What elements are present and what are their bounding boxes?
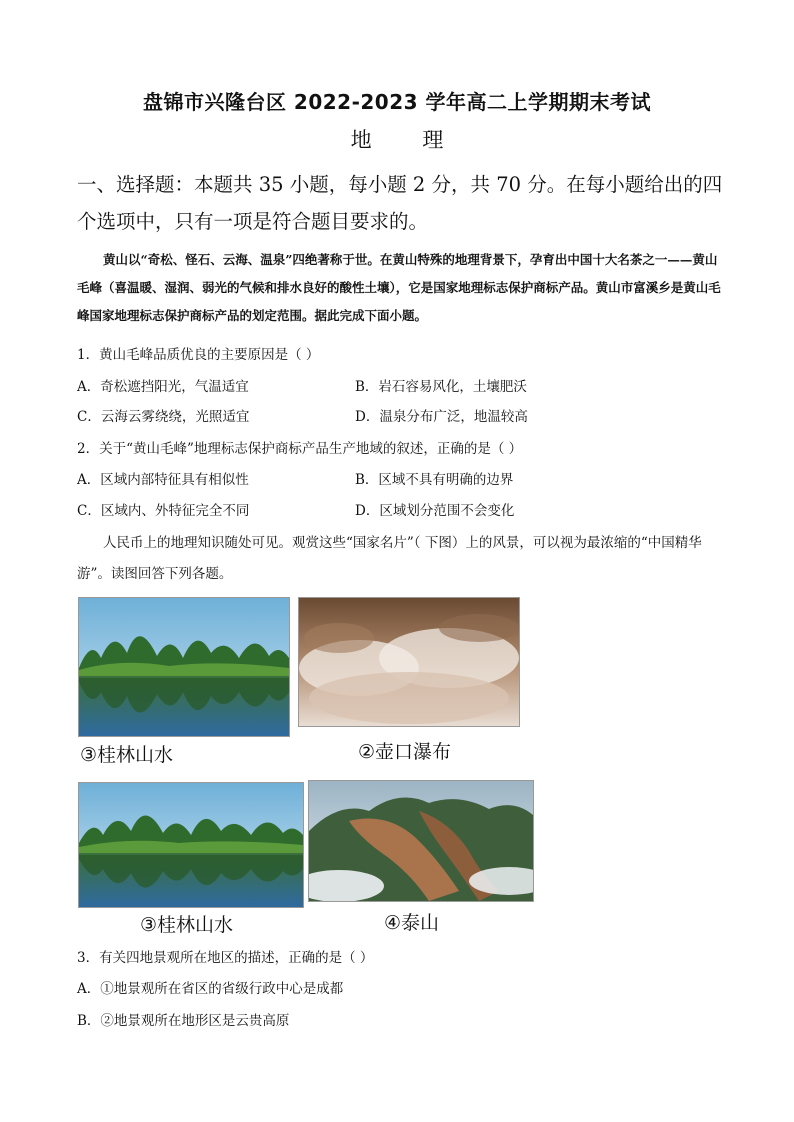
question-2-option-c: C．区域内、外特征完全不同 bbox=[77, 503, 250, 519]
question-3-stem: 3．有关四地景观所在地区的描述，正确的是（ ） bbox=[77, 950, 374, 966]
hukou-waterfall-photo bbox=[298, 597, 520, 727]
question-1-option-d: D．温泉分布广泛，地温较高 bbox=[355, 409, 528, 425]
guilin-landscape-image-2 bbox=[79, 783, 303, 907]
question-2-stem: 2．关于“黄山毛峰”地理标志保护商标产品生产地域的叙述，正确的是（ ） bbox=[77, 441, 523, 457]
subject-char-2: 理 bbox=[422, 128, 444, 152]
caption-figure-3: ③桂林山水 bbox=[140, 914, 234, 936]
question-2-option-b: B．区域不具有明确的边界 bbox=[355, 472, 514, 488]
passage-rmb: 人民币上的地理知识随处可见。观赏这些“国家名片”（ 下图）上的风景，可以视为最浓缩的“中国精华游”。读图回答下列各题。 bbox=[77, 535, 702, 582]
caption-figure-2: ②壶口瀑布 bbox=[358, 741, 452, 763]
taishan-image bbox=[309, 781, 533, 901]
taishan-photo bbox=[308, 780, 534, 902]
guilin-photo-2 bbox=[78, 782, 304, 908]
question-1-option-a: A．奇松遮挡阳光，气温适宜 bbox=[77, 379, 249, 395]
question-1-stem: 1．黄山毛峰品质优良的主要原因是（ ） bbox=[77, 347, 320, 363]
question-1-option-b: B．岩石容易风化，土壤肥沃 bbox=[355, 379, 527, 395]
passage-huangshan: 黄山以“奇松、怪石、云海、温泉”四绝著称于世。在黄山特殊的地理背景下，孕育出中国十大名茶之一——黄山毛峰（喜温暖、湿润、弱光的气候和排水良好的酸性土壤），它是国家地理标志保护商标产品。黄山市富溪乡是黄山毛峰国家地理标志保护商标产品的划定范围。据此完成下面小题。 bbox=[77, 252, 721, 323]
caption-figure-1: ③桂林山水 bbox=[80, 744, 174, 766]
caption-figure-4: ④泰山 bbox=[384, 912, 440, 934]
question-3-option-b: B．②地景观所在地形区是云贵高原 bbox=[77, 1013, 290, 1029]
guilin-photo-1 bbox=[78, 597, 290, 737]
subject-char-1: 地 bbox=[350, 128, 372, 152]
question-2-option-a: A．区域内部特征具有相似性 bbox=[77, 472, 249, 488]
question-2-option-d: D．区域划分范围不会变化 bbox=[355, 503, 515, 519]
question-3-option-a: A．①地景观所在省区的省级行政中心是成都 bbox=[77, 981, 344, 997]
section-heading: 一、选择题：本题共 35 小题，每小题 2 分，共 70 分。在每小题给出的四个选项中，只有一项是符合题目要求的。 bbox=[77, 173, 723, 233]
question-1-option-c: C．云海云雾绕绕，光照适宜 bbox=[77, 409, 250, 425]
guilin-landscape-image-1 bbox=[79, 598, 289, 736]
exam-title: 盘锦市兴隆台区 2022-2023 学年高二上学期期末考试 bbox=[142, 90, 652, 114]
subject-title bbox=[0, 124, 794, 154]
hukou-waterfall-image bbox=[299, 598, 519, 726]
